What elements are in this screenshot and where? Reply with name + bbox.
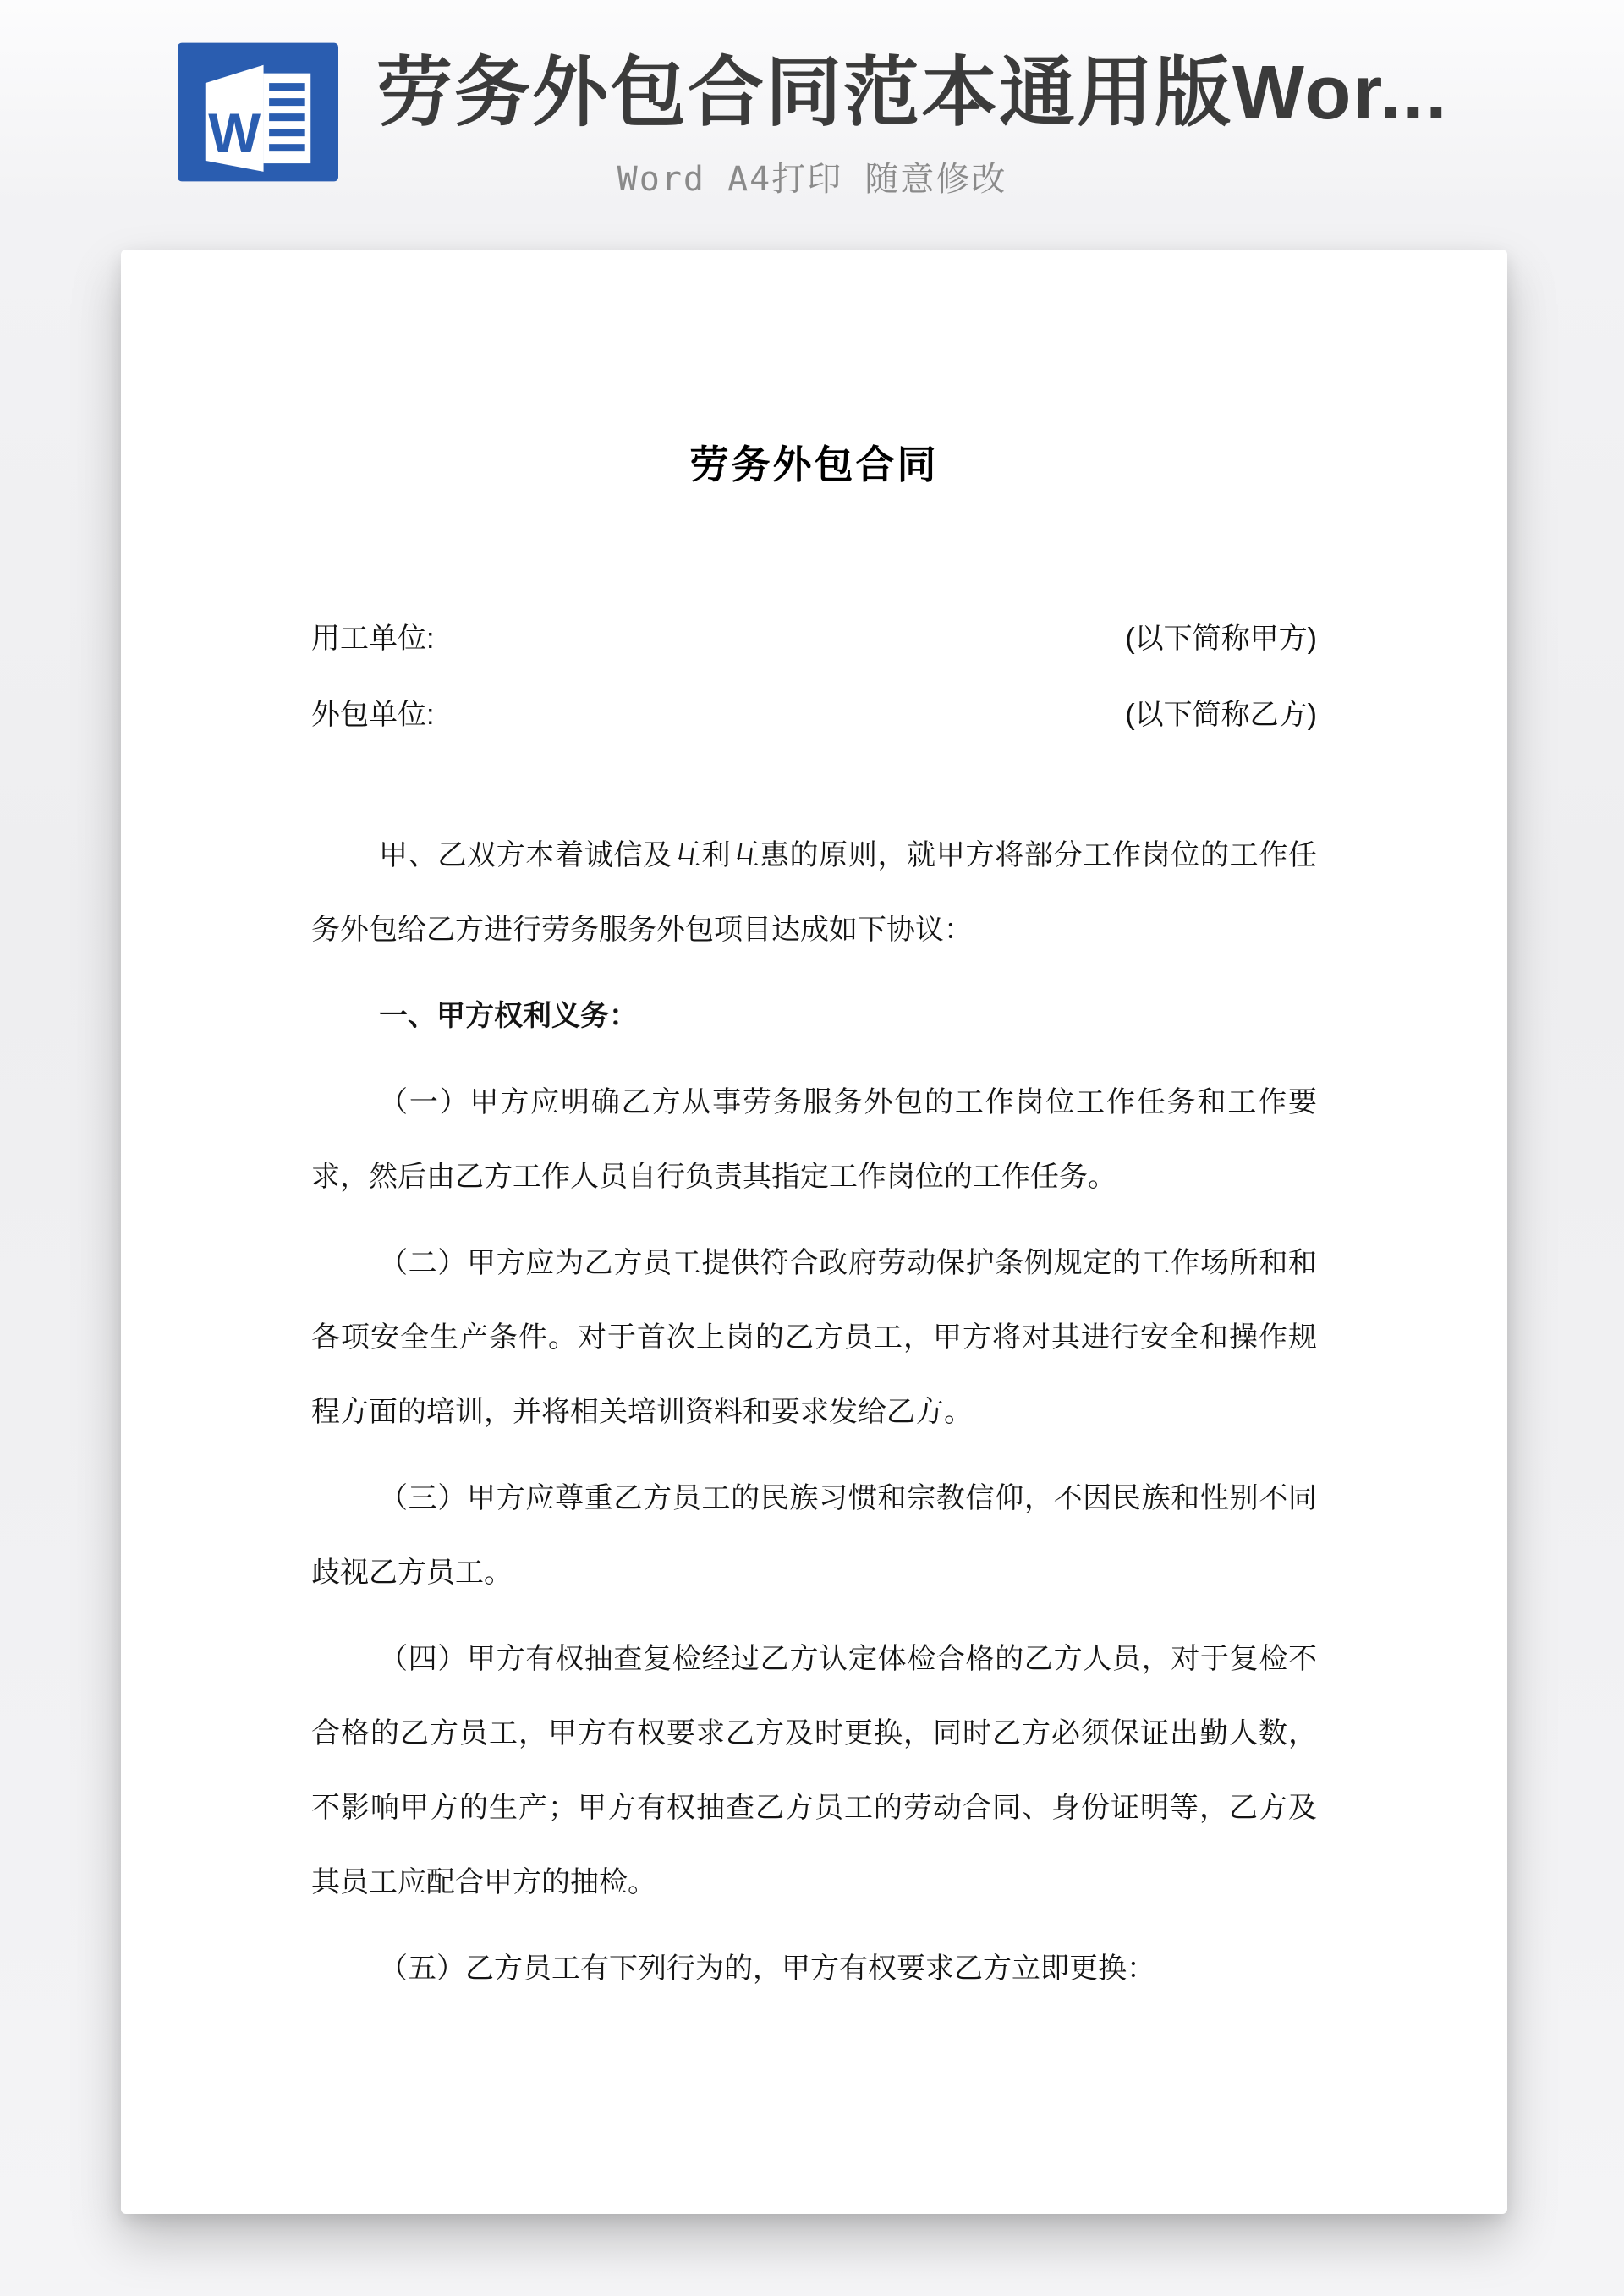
paragraph-clause-1: （一）甲方应明确乙方从事劳务服务外包的工作岗位工作任务和工作要求，然后由乙方工作人员自行负责其指定工作岗位的工作任务。 [311, 1086, 1317, 1193]
page-title: 劳务外包合同范本通用版Wor... [376, 51, 1449, 135]
document-preview-card [121, 250, 1507, 2214]
party-note-contractor: (以下简称乙方) [1125, 699, 1317, 731]
paragraph-clause-5: （五）乙方员工有下列行为的，甲方有权要求乙方立即更换： [379, 1953, 1155, 1985]
paragraph-preamble: 甲、乙双方本着诚信及互利互惠的原则，就甲方将部分工作岗位的工作任务外包给乙方进行劳务服务外包项目达成如下协议： [311, 839, 1317, 946]
paragraph-clause-3: （三）甲方应尊重乙方员工的民族习惯和宗教信仰，不因民族和性别不同歧视乙方员工。 [311, 1482, 1317, 1589]
party-row-contractor [311, 693, 1317, 737]
word-icon-letter: W [208, 102, 261, 164]
page-subtitle: Word A4打印 随意修改 [617, 160, 1007, 199]
party-row-employer [311, 617, 1317, 661]
party-label-employer: 用工单位: [311, 623, 435, 655]
party-note-employer: (以下简称甲方) [1125, 623, 1317, 655]
paragraph-section-heading: 一、甲方权利义务： [379, 1000, 638, 1032]
party-label-contractor: 外包单位: [311, 699, 435, 731]
paragraph-clause-2: （二）甲方应为乙方员工提供符合政府劳动保护条例规定的工作场所和和各项安全生产条件。对于首次上岗的乙方员工，甲方将对其进行安全和操作规程方面的培训，并将相关培训资料和要求发给乙方。 [311, 1247, 1317, 1428]
document-title: 劳务外包合同 [689, 442, 939, 486]
paragraph-clause-4: （四）甲方有权抽查复检经过乙方认定体检合格的乙方人员，对于复检不合格的乙方员工，甲方有权要求乙方及时更换，同时乙方必须保证出勤人数，不影响甲方的生产；甲方有权抽查乙方员工的劳动合同、身份证明等，乙方及其员工应配合甲方的抽检。 [311, 1643, 1317, 1898]
